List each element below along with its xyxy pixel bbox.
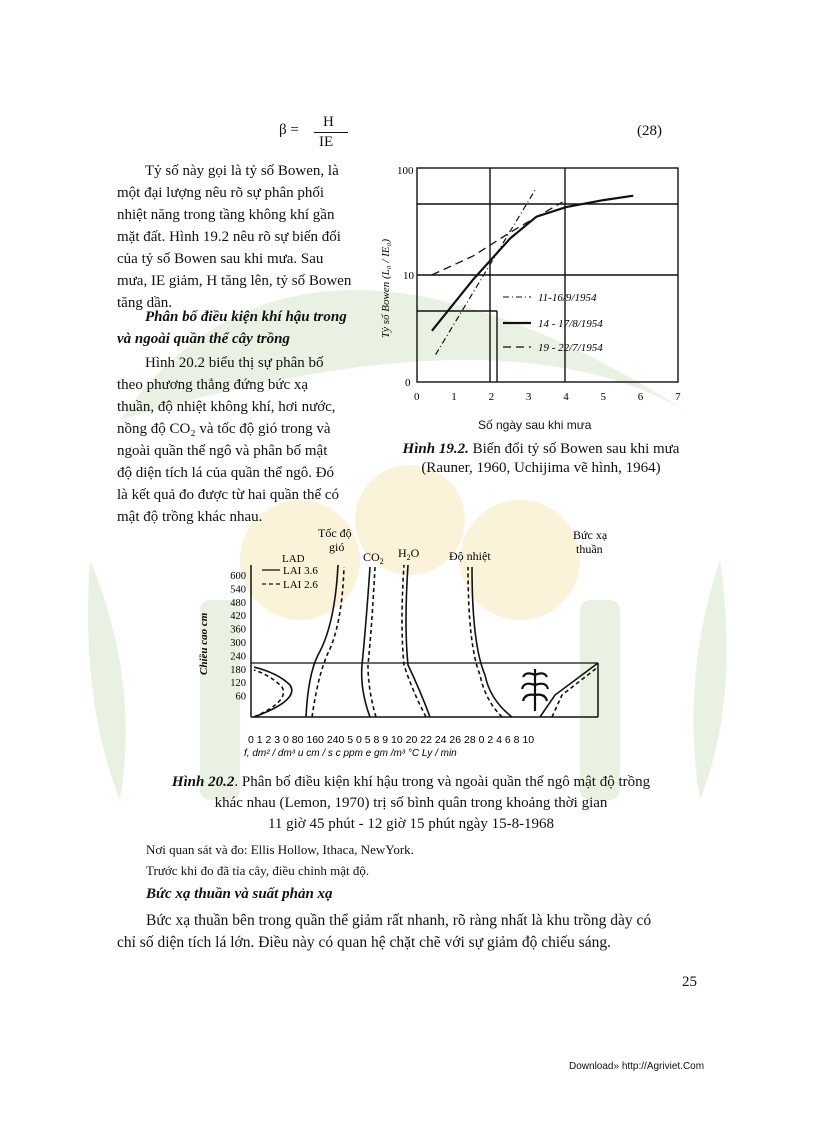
caption-line: 11 giờ 45 phút - 12 giờ 15 phút ngày 15-8-1968: [267, 816, 555, 832]
observation-notes: [146, 839, 414, 881]
section-heading-climate: [117, 306, 368, 350]
text-line: Hình 20.2 biểu thị sự phân bố: [145, 355, 324, 371]
formula-numerator: H: [323, 114, 334, 130]
legend-label: LAI 3.6: [283, 565, 318, 577]
caption-line: [116, 772, 706, 793]
lad-curve-solid: [254, 667, 292, 717]
x-tick-labels: [414, 391, 681, 403]
title-wind: Tốc độ: [318, 526, 352, 540]
height-tick: 240: [230, 651, 246, 663]
y-axis-label: Chiều cao cm: [198, 612, 210, 675]
x-axis-values: 0 1 2 3 0 80 160 240 5 0 5 8 9 10 20 22 24 26 28 0 2 4 6 8 10: [248, 734, 535, 746]
formula-denominator: IE: [319, 134, 334, 150]
x-tick: 7: [675, 391, 681, 403]
heading-line: và ngoài quần thể cây trồng: [117, 331, 290, 347]
height-tick: 420: [230, 611, 246, 623]
h2o-curve: [406, 565, 430, 717]
x-tick: 2: [488, 391, 495, 403]
legend-label: 14 - 17/8/1954: [538, 318, 603, 330]
height-tick: 480: [230, 597, 246, 609]
text-line: theo phương thẳng đứng bức xạ: [117, 377, 309, 393]
height-tick: 300: [230, 638, 246, 649]
caption-label: Hình 19.2.: [402, 441, 469, 457]
x-axis-units: f, dm² / dm³ u cm / s c ppm e gm /m³ °C Ly / min: [244, 748, 457, 759]
co2-curve: [362, 567, 370, 717]
figure-20-2-chart: [190, 525, 620, 765]
text-line: nồng độ CO₂ và tốc độ gió trong và: [117, 421, 331, 437]
height-tick: 360: [230, 624, 246, 636]
figure-19-2-caption: [389, 440, 693, 478]
heading-line: Phân bố điều kiện khí hậu trong: [145, 309, 347, 325]
section-heading-radiation: Bức xạ thuần và suất phản xạ: [146, 886, 333, 902]
title-h2o: $H_2O$: [398, 546, 420, 562]
x-tick: 6: [637, 391, 644, 403]
x-tick: 0: [414, 391, 420, 403]
x-axis-label: Số ngày sau khi mưa: [478, 418, 592, 432]
x-tick: 4: [563, 391, 569, 403]
caption-text: . Phân bố điều kiện khí hậu trong và ngoài quần thể ngô mật độ trồng: [234, 774, 651, 790]
y-tick: 0: [405, 377, 411, 389]
text-line: mật độ trồng khác nhau.: [117, 509, 263, 525]
y-tick: 10: [403, 270, 414, 282]
title-temperature: Độ nhiệt: [449, 549, 491, 563]
figure-19-2-chart: [375, 160, 695, 432]
fraction-bar: [314, 132, 348, 133]
title-net-radiation: Bức xạ: [573, 528, 608, 542]
panel-titles: [318, 526, 608, 566]
x-tick: 3: [525, 391, 532, 403]
temperature-curve: [472, 567, 512, 717]
figure-20-2-caption: [116, 772, 706, 835]
paragraph-fig20-intro: [117, 352, 368, 528]
text-line: ngoài quần thể ngô và phân bố mật: [117, 443, 328, 459]
caption-line: khác nhau (Lemon, 1970) trị số bình quân trong khoảng thời gian: [214, 795, 608, 811]
legend: [503, 292, 603, 354]
legend-label: 11-16/9/1954: [538, 292, 597, 304]
caption-line: (Rauner, 1960, Uchijima vẽ hình, 1964): [421, 460, 661, 476]
x-tick: 1: [451, 391, 457, 403]
title-co2: $CO_2$: [363, 550, 384, 566]
equation-number: (28): [637, 123, 662, 139]
corn-plant-icon: [522, 669, 548, 711]
note-line: Nơi quan sát và đo: Ellis Hollow, Ithaca, NewYork.: [146, 842, 414, 857]
text-line: mặt đất. Hình 19.2 nêu rõ sự biến đổi: [117, 229, 341, 245]
text-line: là kết quả đo được từ hai quần thể có: [117, 487, 340, 503]
height-tick: 600: [230, 571, 246, 582]
text-line: Bức xạ thuần bên trong quần thể giảm rất nhanh, rõ ràng nhất là khu trồng dày có: [146, 912, 652, 929]
note-line: Trước khi đo đã tỉa cây, điều chỉnh mật độ.: [146, 863, 370, 878]
text-line: chỉ số diện tích lá lớn. Điều này có quan hệ chặt chẽ với sự giảm độ chiếu sáng.: [117, 934, 611, 951]
text-line: thuần, độ nhiệt không khí, hơi nước,: [117, 399, 336, 415]
y-tick-labels: [397, 165, 415, 389]
height-tick: 120: [230, 678, 246, 690]
footer-download-link[interactable]: Download» http://Agriviet.Com: [569, 1061, 705, 1072]
caption-text: Biến đổi tỷ số Bowen sau khi mưa: [468, 441, 680, 457]
text-line: độ diện tích lá của quần thể ngô. Đó: [117, 465, 335, 481]
title-wind: gió: [329, 540, 345, 554]
height-tick: 540: [230, 584, 246, 596]
text-line: mưa, IE giảm, H tăng lên, tỷ số Bowen: [117, 273, 352, 289]
caption-line: [389, 440, 693, 459]
page-number: 25: [682, 974, 697, 990]
height-tick-labels: [230, 571, 246, 703]
legend-label: LAI 2.6: [283, 579, 318, 591]
y-axis-label: Tỷ số Bowen (L₀ / IE₀): [380, 239, 392, 338]
series-group: [432, 188, 633, 355]
formula-lhs: β =: [279, 122, 299, 138]
text-line: Tỷ số này gọi là tỷ số Bowen, là: [145, 163, 339, 179]
radiation-curve: [540, 663, 598, 717]
text-line: của tỷ số Bowen sau khi mưa. Sau: [117, 251, 324, 267]
height-tick: 180: [230, 664, 246, 676]
legend-label: 19 - 22/7/1954: [538, 342, 603, 354]
paragraph-bowen: [117, 160, 368, 314]
height-tick: 60: [235, 691, 246, 703]
title-net-radiation: thuần: [576, 542, 603, 556]
series-dashed: [432, 202, 563, 275]
y-tick: 100: [397, 165, 414, 177]
text-line: một đại lượng nêu rõ sự phân phối: [117, 185, 325, 201]
legend-title: LAD: [282, 553, 305, 565]
caption-label: Hình 20.2: [171, 774, 235, 790]
x-tick: 5: [600, 391, 606, 403]
text-line: tăng dần.: [117, 295, 172, 311]
lad-legend: [262, 553, 318, 591]
temperature-curve-dashed: [468, 567, 502, 717]
text-line: nhiệt năng trong tầng không khí gần: [117, 207, 335, 223]
series-dashdot: [436, 188, 537, 355]
paragraph-radiation: [117, 910, 701, 954]
